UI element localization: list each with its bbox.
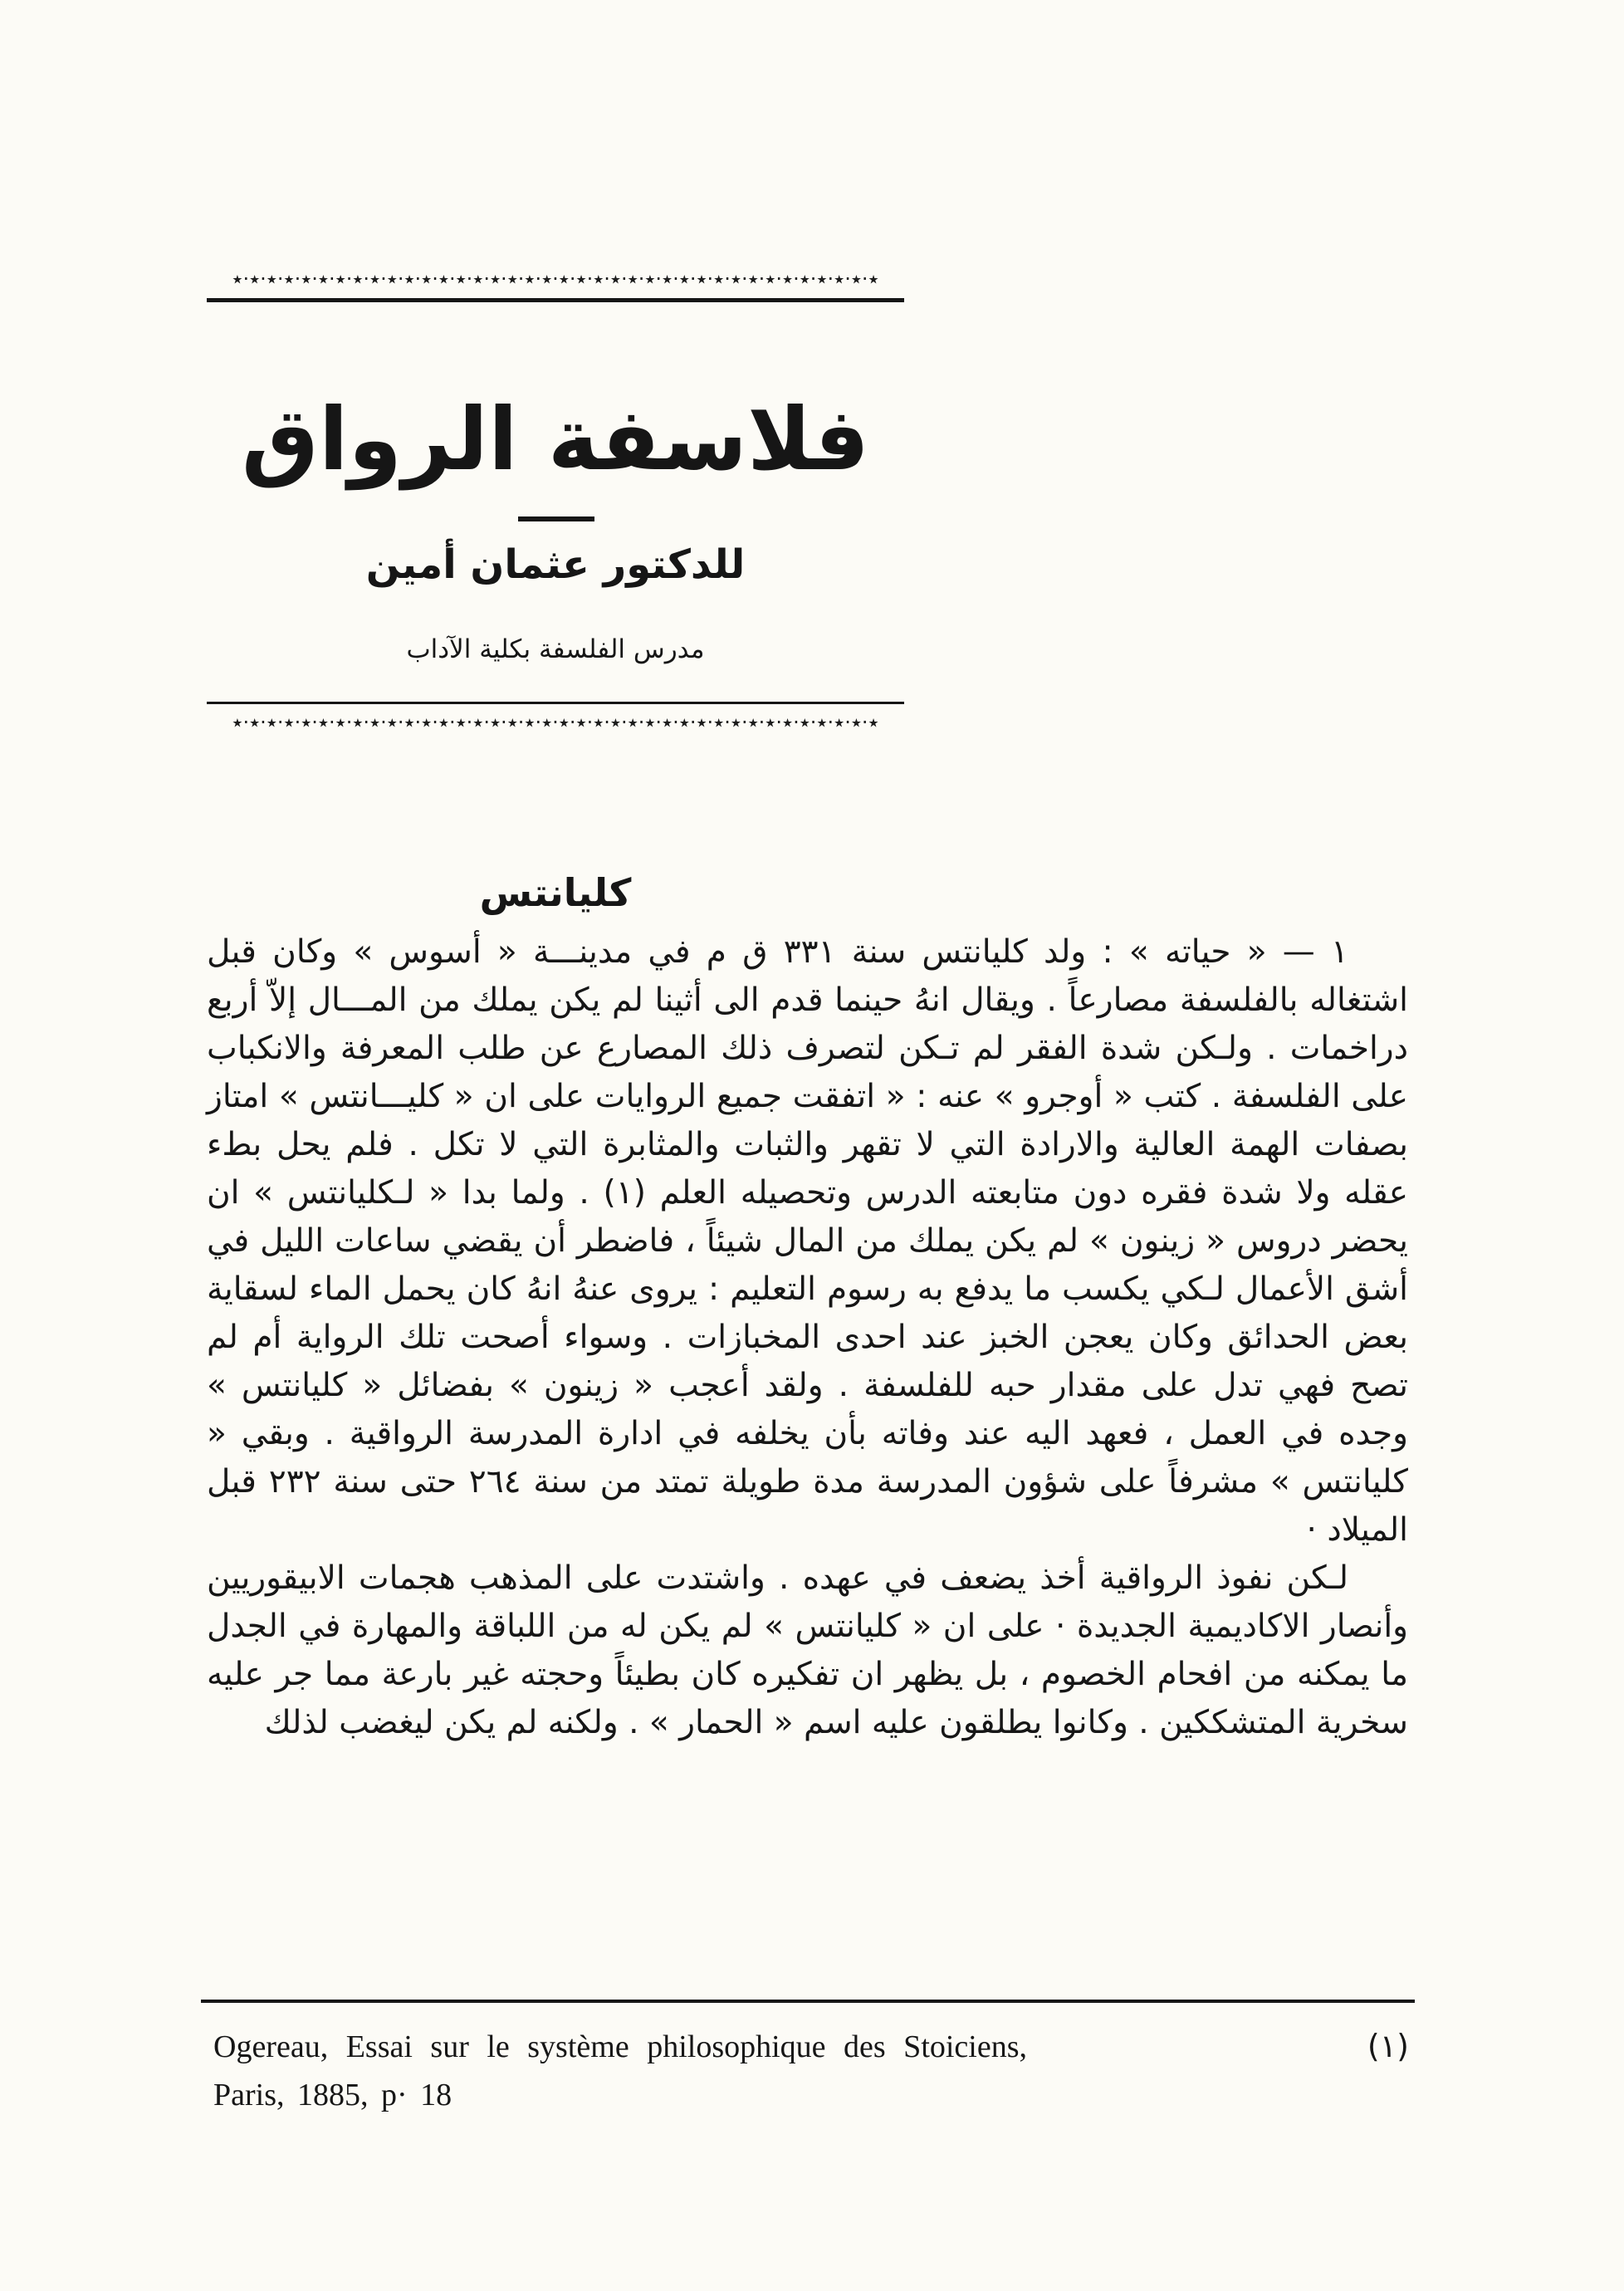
author-byline: للدكتور عثمان أمين xyxy=(365,541,746,588)
ornament-border-bottom-icon: ٭·٭·٭·٭·٭·٭·٭·٭·٭·٭·٭·٭·٭·٭·٭·٭·٭·٭·٭·٭·٭·٭·٭·٭·٭·٭·٭·٭·٭·٭·٭·٭·٭·٭·٭·٭·٭·٭ xyxy=(207,702,904,742)
footnote xyxy=(213,2028,1409,2113)
ornament-border-top-icon: ٭·٭·٭·٭·٭·٭·٭·٭·٭·٭·٭·٭·٭·٭·٭·٭·٭·٭·٭·٭·٭·٭·٭·٭·٭·٭·٭·٭·٭·٭·٭·٭·٭·٭·٭·٭·٭·٭ xyxy=(207,264,904,302)
footnote-citation: Ogereau, Essai sur le système philosophique des Stoiciens, xyxy=(213,2029,1028,2064)
author-affiliation: مدرس الفلسفة بكلية الآداب xyxy=(406,634,705,664)
footnote-line xyxy=(213,2028,1409,2065)
footnote-number: (١) xyxy=(1367,2028,1409,2064)
article-title: فلاسفة الرواق xyxy=(241,388,870,490)
body-paragraph: ١ — « حياته » : ولد كليانتس سنة ٣٣١ ق م في مدينـــة « أسوس » وكان قبل اشتغاله بالفلسفة مصارعاً . ويقال انهُ حينما قدم الى أثينا لم يكن يملك من المـــال إلاّ أربع دراخمات . ولـكن شدة الفقر لم تـكن لتصرف ذلك المصارع عن طلب المعرفة والانكباب على الفلسفة . كتب « أوجرو » عنه : « اتفقت جميع الروايات على ان « كليـــانتس » امتاز بصفات الهمة العالية والارادة التي لا تقهر والثبات والمثابرة التي لا تكل . فلم يحل بطء عقله ولا شدة فقره دون متابعته الدرس وتحصيله العلم (١) . ولما بدا « لـكليانتس » ان يحضر دروس « زينون » لم يكن يملك من المال شيئاً ، فاضطر أن يقضي ساعات الليل في أشق الأعمال لـكي يكسب ما يدفع به رسوم التعليم : يروى عنهُ انهُ كان يحمل الماء لسقاية بعض الحدائق وكان يعجن الخبز عند احدى المخبازات . وسواء أصحت تلك الرواية أم لم تصح فهي تدل على مقدار حبه للفلسفة . ولقد أعجب « زينون » بفضائل « كليانتس » وجده في العمل ، فعهد اليه عند وفاته بأن يخلفه في ادارة المدرسة الرواقية . وبقي « كليانتس » مشرفاً على شؤون المدرسة مدة طويلة تمتد من سنة ٢٦٤ حتى سنة ٢٣٢ قبل الميلاد · xyxy=(207,933,1408,1549)
footnote-line: Paris, 1885, p· 18 xyxy=(213,2078,452,2112)
article-body xyxy=(207,928,1408,1747)
footnote-divider xyxy=(201,2000,1415,2003)
section-heading: كليانتس xyxy=(479,870,632,916)
title-divider xyxy=(518,516,594,521)
body-paragraph: لـكن نفوذ الرواقية أخذ يضعف في عهده . واشتدت على المذهب هجمات الابيقوريين وأنصار الاكاديمية الجديدة · على ان « كليانتس » لم يكن له من اللباقة والمهارة في الجدل ما يمكنه من افحام الخصوم ، بل يظهر ان تفكيره كان بطيئاً وحجته غير بارعة مما جر عليه سخرية المتشككين . وكانوا يطلقون عليه اسم « الحمار » . ولكنه لم يكن ليغضب لذلك xyxy=(207,1559,1408,1741)
